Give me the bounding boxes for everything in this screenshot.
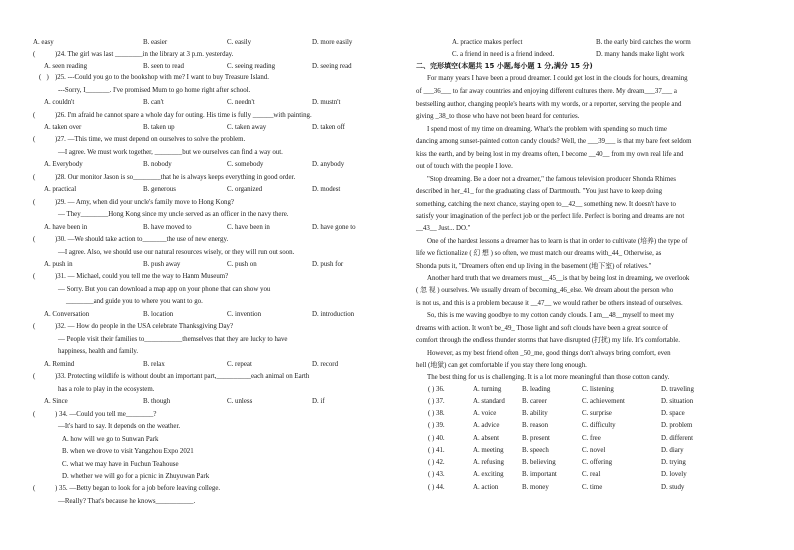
- answer-row-39[interactable]: ( ) 39.: [428, 422, 445, 429]
- passage-line: dreams with action. It won't be_49_ Those light and soft clouds have been a great source of: [416, 325, 668, 332]
- question-29-line2: — They________Hong Kong since my uncle served as an officer in the navy there.: [58, 211, 289, 218]
- section-title: 二、完形填空(本题共 15 小题,每小题 1 分,满分 15 分): [416, 62, 593, 70]
- answer-row-38[interactable]: ( ) 38.: [428, 410, 445, 417]
- option: D. lovely: [661, 471, 687, 478]
- option: B. taken up: [143, 124, 175, 131]
- answer-row-43[interactable]: ( ) 43.: [428, 471, 445, 478]
- option: D. diary: [661, 447, 684, 454]
- answer-row-42[interactable]: ( ) 42.: [428, 459, 445, 466]
- option: C. listening: [582, 386, 614, 393]
- option: C. have been in: [227, 224, 270, 231]
- option: D. record: [312, 361, 339, 368]
- passage-line: life we fictionalize ( 幻 想 ) so often, we must match our dreams with_44_ Otherwise, as: [416, 250, 662, 257]
- option: D. study: [661, 484, 685, 491]
- option: C. novel: [582, 447, 606, 454]
- option: B. career: [522, 398, 547, 405]
- passage-line: giving _38_to those who have not been heard for centuries.: [416, 113, 580, 120]
- question-31-line3: ________and guide you to where you want to go.: [66, 298, 203, 305]
- passage-line: is not us, and this is a problem because it __47__ we would rather be others instead of ourselves.: [416, 300, 683, 307]
- option: A. how will we go to Sunwan Park: [62, 436, 159, 443]
- option: D. have gone to: [312, 224, 356, 231]
- passage-line: hell (地狱) can get comfortable if you stay there long enough.: [416, 362, 587, 369]
- passage-line: "Stop dreaming. Be a doer not a dreamer," the famous television producer Shonda Rhimes: [427, 176, 676, 183]
- question-24: )24. The girl was last ________in the library at 3 p.m. yesterday.: [55, 51, 234, 58]
- question-31: )31. — Michael, could you tell me the way to Hanm Museum?: [55, 273, 229, 280]
- passage-line: bestselling author, changing people's hearts with my words, or a reporter, serving the people and: [416, 101, 682, 108]
- question-29: )29. — Amy, when did your uncle's family move to Hong Kong?: [55, 199, 234, 206]
- option: B. reason: [522, 422, 549, 429]
- passage-line: ( 忽 视 ) ourselves. We usually dream of becoming_46_else. We dream about the person who: [416, 287, 674, 294]
- passage-line: something, catching the next chance, staying open to__42__ something new. It doesn't have to: [416, 201, 676, 208]
- option: B. generous: [143, 186, 176, 193]
- option: B. nobody: [143, 161, 172, 168]
- option: D. taken off: [312, 124, 345, 131]
- option: B. have moved to: [143, 224, 192, 231]
- passage-line: kiss the earth, and by being lost in my dreams often, I become __40__ from my own real life and: [416, 151, 684, 158]
- option: B. push away: [143, 261, 181, 268]
- option: A. taken over: [44, 124, 82, 131]
- answer-paren[interactable]: (: [33, 51, 36, 58]
- passage-line: described in her_41_ for the graduating class of Dartmouth. "You just have to keep doing: [416, 188, 663, 195]
- question-34-line2: —It's hard to say. It depends on the weather.: [58, 423, 181, 430]
- question-26: )26. I'm afraid he cannot spare a whole day for outing. His time is fully ______with painting.: [55, 112, 312, 119]
- option: B. present: [522, 435, 550, 442]
- option: A. action: [473, 484, 499, 491]
- question-25-line2: ---Sorry, I_______. I've promised Mum to go home right after school.: [58, 87, 251, 94]
- option: D. traveling: [661, 386, 694, 393]
- option: C. seeing reading: [227, 63, 276, 70]
- question-31-line2: — Sorry. But you can download a map app on your phone that can show you: [58, 286, 271, 293]
- option: D. anybody: [312, 161, 345, 168]
- option: D. modest: [312, 186, 341, 193]
- option: C. taken away: [227, 124, 267, 131]
- option: B. when we drove to visit Yangzhou Expo 2021: [62, 448, 194, 455]
- option: A. standard: [473, 398, 505, 405]
- answer-paren[interactable]: (: [33, 199, 36, 206]
- option: B. easier: [143, 39, 168, 46]
- option: C. time: [582, 484, 603, 491]
- option: A. meeting: [473, 447, 504, 454]
- question-27: )27. —This time, we must depend on ourselves to solve the problem.: [55, 136, 246, 143]
- option: C. real: [582, 471, 601, 478]
- option: C. offering: [582, 459, 613, 466]
- option: D. mustn't: [312, 99, 341, 106]
- option: D. push for: [312, 261, 344, 268]
- option: C. unless: [227, 398, 253, 405]
- passage-line: However, as my best friend often _50_me, good things don't always bring comfort, even: [427, 350, 671, 357]
- passage-line: satisfy your imagination of the perfect job or the perfect life. Perfect is boring and dreams are not: [416, 213, 685, 220]
- option: C. somebody: [227, 161, 264, 168]
- option: D. situation: [661, 398, 694, 405]
- question-35-line2: —Really? That's because he knows___________.: [58, 498, 196, 505]
- option: A. advice: [473, 422, 500, 429]
- question-30: )30. —We should take action to_______the use of new energy.: [55, 236, 229, 243]
- answer-paren[interactable]: (: [33, 136, 36, 143]
- option: C. needn't: [227, 99, 255, 106]
- option: A. seen reading: [44, 63, 88, 70]
- passage-line: comfort through the endless thunder storms that have disrupted (打扰) my life. It's comfortable.: [416, 337, 680, 344]
- passage-line: dancing among sunset-painted cotton candy clouds? Well, the ___39___ is that my bare feet seldom: [416, 138, 692, 145]
- passage-line: So, this is me waving goodbye to my cotton candy clouds. I am__48__myself to meet my: [427, 312, 675, 319]
- passage-line: Another hard truth that we dreamers must__45__is that by being lost in dreaming, we overlook: [427, 275, 690, 282]
- answer-paren[interactable]: (: [33, 273, 36, 280]
- option: D. more easily: [312, 39, 353, 46]
- option: B. important: [522, 471, 557, 478]
- option: A. couldn't: [44, 99, 75, 106]
- option: A. absent: [473, 435, 500, 442]
- answer-paren[interactable]: (: [33, 485, 36, 492]
- option: B. though: [143, 398, 171, 405]
- option: C. push on: [227, 261, 257, 268]
- option: D. if: [312, 398, 325, 405]
- option: B. relax: [143, 361, 165, 368]
- option: B. believing: [522, 459, 556, 466]
- option: A. voice: [473, 410, 497, 417]
- question-32-line2: — People visit their families to___________themselves that they are lucky to have: [58, 336, 288, 343]
- option: C. repeat: [227, 361, 252, 368]
- option: C. a friend in need is a friend indeed.: [452, 51, 555, 58]
- option: C. difficulty: [582, 422, 616, 429]
- question-30-line2: —I agree. Also, we should use our natural resources wisely, or they will run out soon.: [58, 249, 295, 256]
- option: D. space: [661, 410, 685, 417]
- option: A. practice makes perfect: [452, 39, 523, 46]
- passage-line: Shonda puts it, "Dreamers often end up living in the basement (地下室) of relatives.": [416, 263, 652, 270]
- option: D. trying: [661, 459, 686, 466]
- question-33-line2: has a role to play in the ecosystem.: [58, 386, 155, 393]
- passage-line: For many years I have been a proud dreamer. I could get lost in the clouds for hours, dreaming: [427, 75, 688, 82]
- option: A. practical: [44, 186, 77, 193]
- option: C. what we may have in Fuchun Teahouse: [62, 461, 179, 468]
- question-32-line3: happiness, health and family.: [58, 348, 139, 355]
- question-34: ) 34. —Could you tell me________?: [55, 411, 157, 418]
- answer-paren[interactable]: (: [33, 323, 36, 330]
- option: A. Since: [44, 398, 68, 405]
- option: B. seen to read: [143, 63, 184, 70]
- answer-row-37[interactable]: ( ) 37.: [428, 398, 445, 405]
- option: A. refusing: [473, 459, 505, 466]
- answer-paren[interactable]: ( ): [39, 74, 49, 81]
- answer-paren[interactable]: (: [33, 112, 36, 119]
- option: A. easy: [33, 39, 54, 46]
- passage-line: of ___36___ to far away countries and enjoying different cultures there. My dream___37___ a: [416, 88, 677, 95]
- passage-line: I spend most of my time on dreaming. What's the problem with spending so much time: [427, 126, 667, 133]
- passage-line: out of touch with the people I love.: [416, 163, 513, 170]
- answer-paren[interactable]: (: [33, 236, 36, 243]
- answer-row-36[interactable]: ( ) 36.: [428, 386, 445, 393]
- option: B. money: [522, 484, 549, 491]
- option: B. speech: [522, 447, 549, 454]
- option: A. have been in: [44, 224, 88, 231]
- question-32: )32. — How do people in the USA celebrate Thanksgiving Day?: [55, 323, 234, 330]
- option: C. surprise: [582, 410, 612, 417]
- passage-line: The best thing for us is challenging. It is a lot more meaningful than those cotton candy.: [427, 374, 670, 381]
- answer-row-41[interactable]: ( ) 41.: [428, 447, 445, 454]
- question-33: )33. Protecting wildlife is without doubt an important part,__________each animal on Earth: [55, 373, 310, 380]
- option: C. achievement: [582, 398, 625, 405]
- option: D. seeing read: [312, 63, 352, 70]
- question-35: ) 35. —Betty began to look for a job before leaving college.: [55, 485, 221, 492]
- option: D. introduction: [312, 311, 355, 318]
- option: A. Conversation: [44, 311, 90, 318]
- option: A. Everybody: [44, 161, 83, 168]
- option: B. can't: [143, 99, 164, 106]
- option: C. easily: [227, 39, 252, 46]
- option: D. whether we will go for a picnic in Zhuyuwan Park: [62, 473, 210, 480]
- option: A. exciting: [473, 471, 504, 478]
- option: D. problem: [661, 422, 693, 429]
- option: B. leading: [522, 386, 551, 393]
- question-28: )28. Our monitor Jason is so________that he is always keeps everything in good order.: [55, 174, 296, 181]
- answer-paren[interactable]: (: [33, 411, 36, 418]
- option: A. push in: [44, 261, 73, 268]
- passage-line: One of the hardest lessons a dreamer has to learn is that in order to cultivate (培养) the type of: [427, 238, 688, 245]
- question-27-line2: —I agree. We must work together, ________but we ourselves can find a way out.: [58, 149, 283, 156]
- option: D. many hands make light work: [596, 51, 685, 58]
- option: B. ability: [522, 410, 548, 417]
- option: C. organized: [227, 186, 263, 193]
- answer-paren[interactable]: (: [33, 373, 36, 380]
- option: D. different: [661, 435, 694, 442]
- answer-paren[interactable]: (: [33, 174, 36, 181]
- option: B. location: [143, 311, 174, 318]
- option: A. Remind: [44, 361, 75, 368]
- option: A. turning: [473, 386, 502, 393]
- option: B. the early bird catches the worm: [596, 39, 691, 46]
- answer-row-44[interactable]: ( ) 44.: [428, 484, 445, 491]
- passage-line: __43__ Just... DO.": [416, 225, 471, 232]
- answer-row-40[interactable]: ( ) 40.: [428, 435, 445, 442]
- option: C. free: [582, 435, 601, 442]
- question-25: )25. ---Could you go to the bookshop with me? I want to buy Treasure Island.: [55, 74, 269, 81]
- option: C. invention: [227, 311, 262, 318]
